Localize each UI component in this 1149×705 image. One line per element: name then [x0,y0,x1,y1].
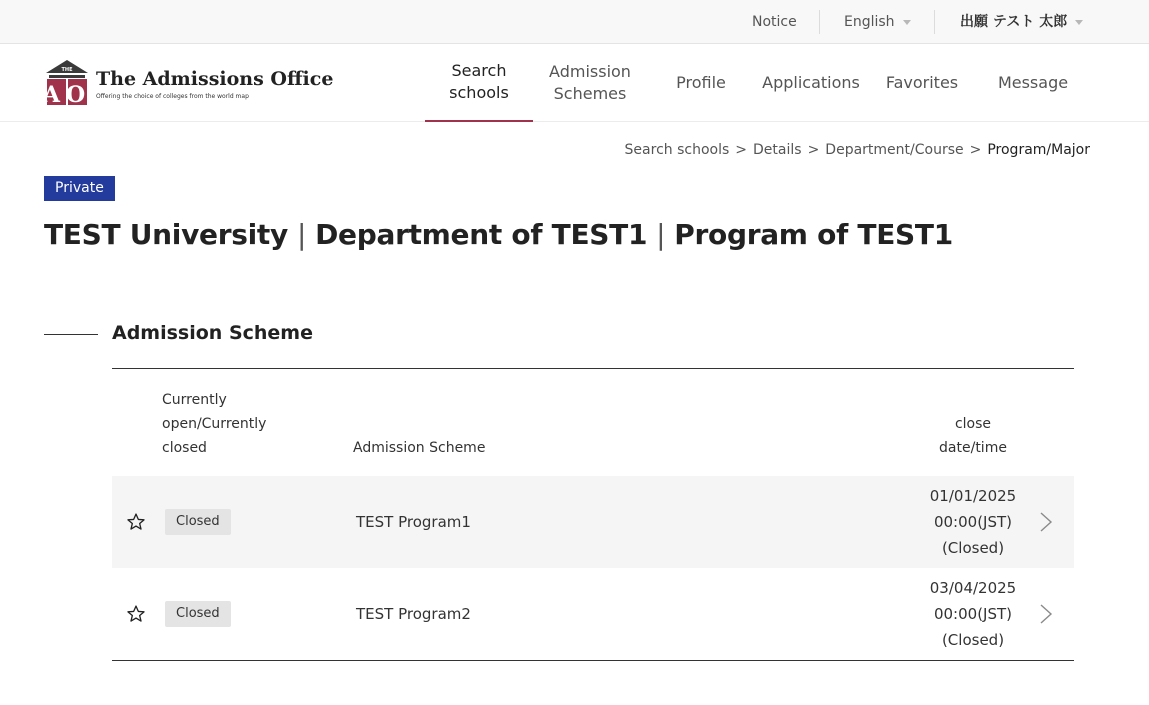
nav-label: Search [451,61,507,80]
caret-down-icon [1075,20,1083,25]
breadcrumb-separator: > [969,142,982,158]
divider [819,10,820,34]
nav-label: Profile [676,73,726,92]
close-date-time [914,483,1032,561]
title-separator: | [296,218,307,251]
user-name: 出願 テスト 太郎 [960,14,1068,30]
divider [934,10,935,34]
close-time: 00:00(JST) [933,513,1013,531]
language-label: English [844,14,895,30]
nav-admission-schemes[interactable] [540,44,640,122]
breadcrumb [625,142,1090,158]
logo-mark-small-text: THE [61,67,73,73]
header-line: closed [162,440,207,456]
header-line: close [954,416,992,432]
close-state: (Closed) [941,631,1005,649]
close-date: 03/04/2025 [929,579,1017,597]
logo-title: The Admissions Office [96,68,334,90]
close-date-time [914,575,1032,653]
chevron-right-icon[interactable] [1036,603,1056,625]
header-line: date/time [939,440,1007,456]
school-type-badge: Private [44,176,115,201]
nav-label: Admission [549,62,631,81]
status-badge: Closed [165,509,231,535]
column-header-scheme: Admission Scheme [353,440,486,456]
close-state: (Closed) [941,539,1005,557]
header-line: Currently [162,392,227,408]
close-time: 00:00(JST) [933,605,1013,623]
nav-label: Schemes [553,84,627,103]
nav-label: Message [997,73,1069,92]
close-date: 01/01/2025 [929,487,1017,505]
scheme-name: TEST Program1 [356,513,471,531]
breadcrumb-department-course[interactable]: Department/Course [825,142,964,158]
table-header [112,369,1074,476]
user-menu[interactable] [960,0,1083,44]
star-outline-icon[interactable] [126,604,146,624]
utility-bar [0,0,1149,44]
language-selector[interactable] [844,0,911,44]
logo-mark-letters: AO [42,82,92,108]
site-logo[interactable] [42,60,334,108]
logo-mark-icon [42,60,92,108]
nav-profile[interactable] [652,44,750,122]
caret-down-icon [903,20,911,25]
breadcrumb-details[interactable]: Details [753,142,802,158]
section-rule [44,334,98,335]
department-name: Department of TEST1 [315,218,648,251]
title-separator: | [656,218,666,251]
section-title: Admission Scheme [112,322,313,344]
nav-favorites[interactable] [873,44,971,122]
nav-label: Favorites [885,73,959,92]
nav-applications[interactable] [756,44,866,122]
status-badge: Closed [165,601,231,627]
breadcrumb-search-schools[interactable]: Search schools [624,142,730,158]
header-line: open/Currently [162,416,267,432]
nav-label: Applications [762,73,860,92]
nav-label: schools [449,83,509,102]
breadcrumb-separator: > [735,142,748,158]
breadcrumb-current: Program/Major [987,142,1090,158]
table-row[interactable] [112,476,1074,568]
site-header [0,44,1149,122]
column-header-status [162,388,266,460]
university-name: TEST University [44,218,288,251]
chevron-right-icon[interactable] [1036,511,1056,533]
column-header-close-date [914,412,1032,460]
page-title [44,218,953,251]
nav-message[interactable] [984,44,1082,122]
scheme-name: TEST Program2 [356,605,471,623]
breadcrumb-separator: > [807,142,820,158]
star-outline-icon[interactable] [126,512,146,532]
notice-link[interactable]: Notice [752,14,797,30]
logo-tagline: Offering the choice of colleges from the world map [96,93,249,100]
admission-scheme-table [112,368,1074,661]
nav-search-schools[interactable] [425,44,533,122]
program-name: Program of TEST1 [674,218,953,251]
table-row[interactable] [112,568,1074,660]
